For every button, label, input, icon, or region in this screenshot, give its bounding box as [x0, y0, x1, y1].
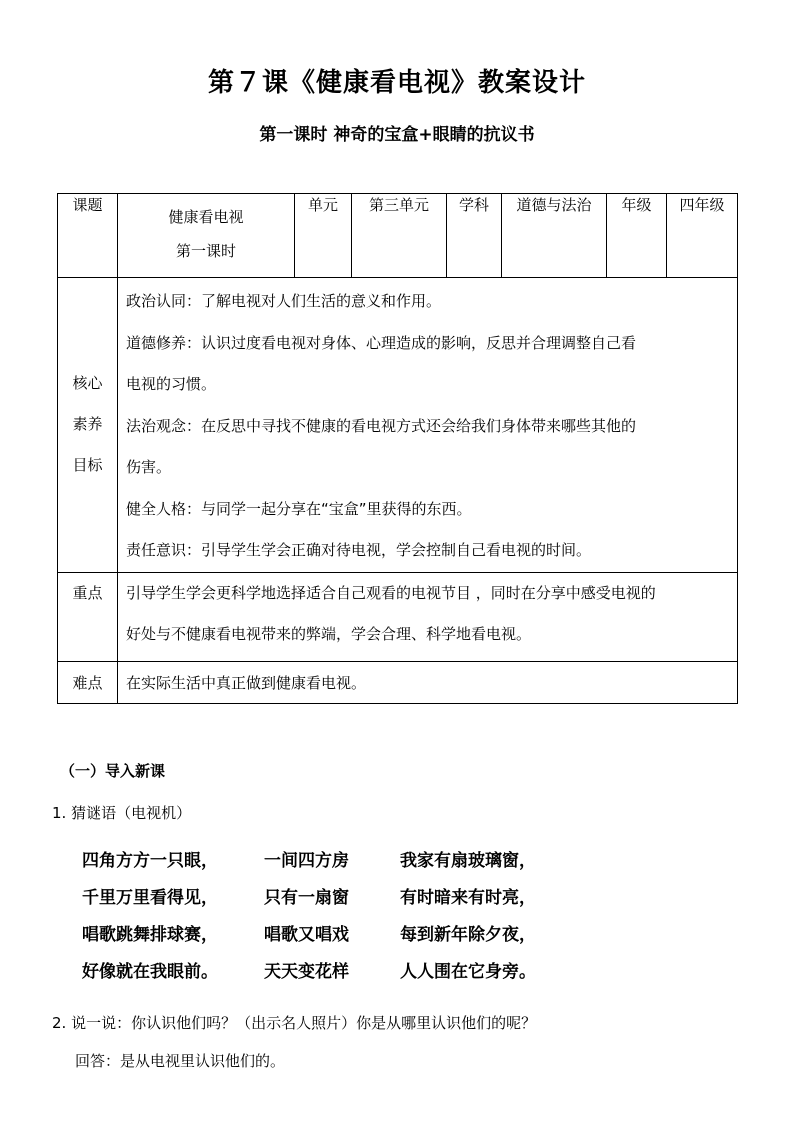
core-goals-content — [118, 278, 738, 573]
subject-value: 道德与法治 — [502, 194, 607, 278]
core-label-line: 目标 — [72, 456, 103, 475]
core-goals-label — [58, 278, 118, 573]
riddle-line: 每到新年除夕夜， — [400, 925, 536, 945]
document-title: 第７课《健康看电视》教案设计 — [207, 68, 586, 98]
riddle-line: 四角方方一只眼， — [82, 851, 218, 871]
key-point-line: 引导学生学会更科学地选择适合自己观看的电视节目 ，同时在分享中感受电视的 — [126, 583, 656, 602]
topic-label: 课题 — [58, 194, 118, 278]
riddle-line: 唱歌又唱戏 — [264, 925, 349, 945]
riddle-line: 我家有扇玻璃窗， — [400, 851, 536, 871]
goal-law: 法治观念：在反思中寻找不健康的看电视方式还会给我们身体带来哪些其他的 — [126, 416, 637, 435]
riddle-column-1 — [82, 843, 218, 991]
lesson-info-table — [57, 193, 738, 704]
riddle-column-2 — [264, 843, 349, 991]
goal-responsibility: 责任意识：引导学生学会正确对待电视，学会控制自己看电视的时间。 — [126, 541, 592, 559]
riddle-column-3 — [400, 843, 536, 991]
goal-moral: 道德修养：认识过度看电视对身体、心理造成的影响，反思并合理调整自己看 — [126, 333, 637, 352]
subject-label: 学科 — [447, 194, 502, 278]
goal-law-cont: 伤害。 — [126, 458, 172, 476]
document-subtitle: 第一课时 神奇的宝盒+眼睛的抗议书 — [259, 125, 535, 145]
core-goals-row — [58, 278, 738, 573]
topic-value-cell — [118, 194, 295, 278]
core-label-line: 核心 — [72, 374, 103, 393]
list-item-discussion: 2. 说一说：你认识他们吗？（出示名人照片）你是从哪里认识他们的呢？ — [52, 1014, 537, 1032]
answer-text: 回答：是从电视里认识他们的。 — [75, 1052, 286, 1070]
list-item-riddle: 1. 猜谜语（电视机） — [52, 804, 192, 822]
grade-value: 四年级 — [667, 194, 738, 278]
unit-label: 单元 — [295, 194, 352, 278]
key-point-line: 好处与不健康看电视带来的弊端，学会合理、科学地看电视。 — [126, 625, 532, 643]
goal-political: 政治认同：了解电视对人们生活的意义和作用。 — [126, 292, 442, 310]
riddle-line: 天天变花样 — [264, 962, 349, 982]
difficulty-row — [58, 661, 738, 703]
riddle-line: 有时暗来有时亮， — [400, 888, 536, 908]
key-point-label: 重点 — [58, 572, 118, 661]
riddle-line: 人人围在它身旁。 — [400, 962, 536, 982]
riddle-line: 只有一扇窗 — [264, 888, 349, 908]
core-label-line: 素养 — [72, 415, 103, 434]
section-heading-intro: （一）导入新课 — [60, 762, 166, 780]
riddle-line: 唱歌跳舞排球赛， — [82, 925, 218, 945]
grade-label: 年级 — [607, 194, 667, 278]
topic-value: 健康看电视 — [168, 208, 244, 226]
goal-moral-cont: 电视的习惯。 — [126, 375, 217, 393]
riddle-line: 一间四方房 — [264, 851, 349, 871]
key-point-row — [58, 572, 738, 661]
header-row — [58, 194, 738, 278]
difficulty-label: 难点 — [58, 661, 118, 703]
riddle-line: 千里万里看得见， — [82, 888, 218, 908]
goal-personality: 健全人格：与同学一起分享在“宝盒”里获得的东西。 — [126, 499, 472, 518]
difficulty-content: 在实际生活中真正做到健康看电视。 — [118, 661, 738, 703]
topic-session: 第一课时 — [175, 242, 236, 260]
unit-value: 第三单元 — [352, 194, 447, 278]
riddle-line: 好像就在我眼前。 — [82, 962, 218, 982]
key-point-content — [118, 572, 738, 661]
